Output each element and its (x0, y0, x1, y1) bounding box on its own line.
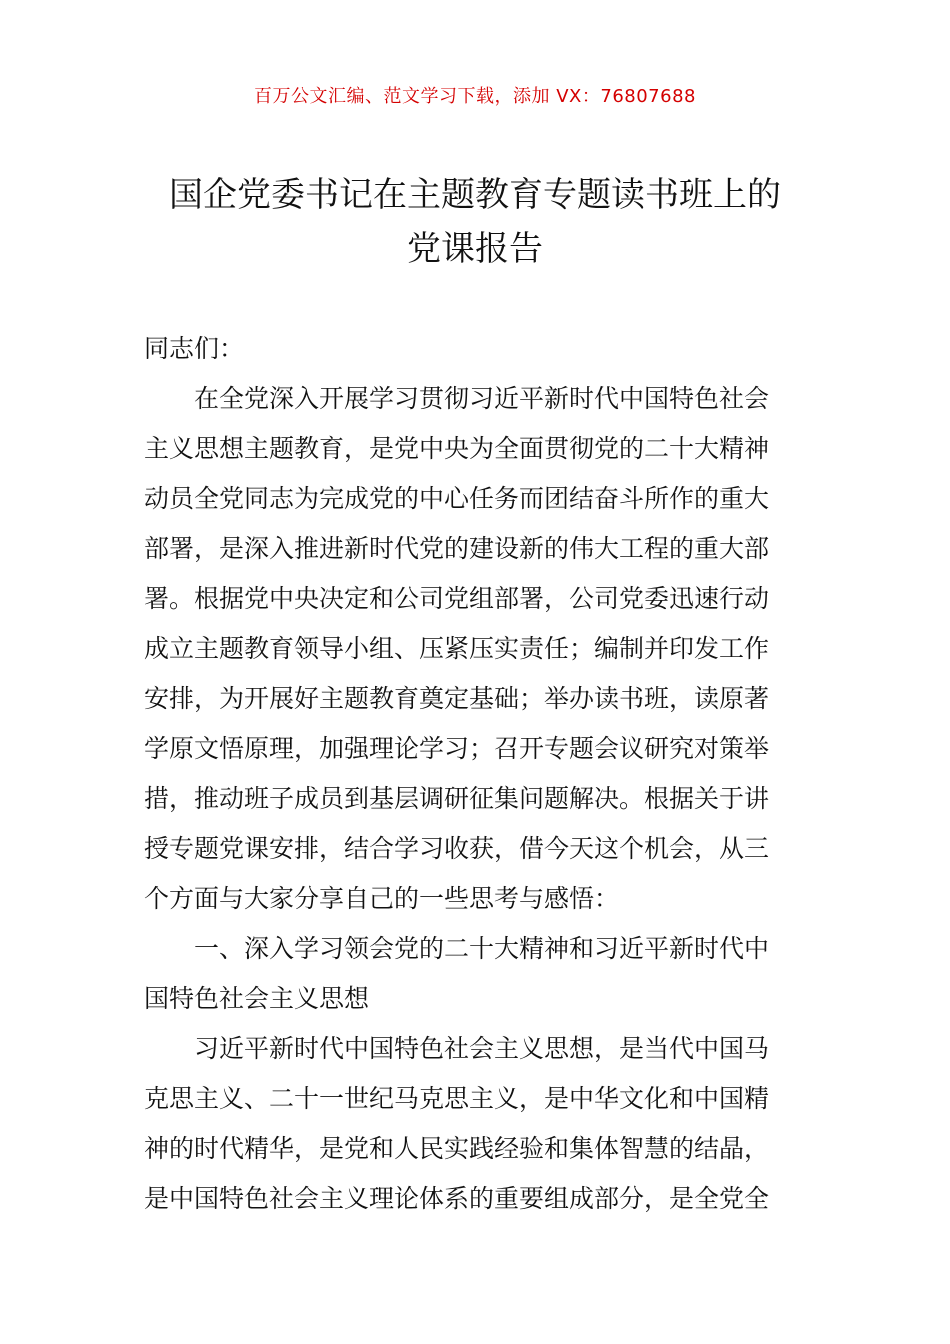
paragraph-1-line-5: 署。根据党中央决定和公司党组部署，公司党委迅速行动 (144, 584, 770, 613)
section-heading-1-line-2: 国特色社会主义思想 (144, 984, 370, 1013)
document-body (144, 324, 810, 1224)
paragraph-1-line-3: 动员全党同志为完成党的中心任务而团结奋斗所作的重大 (144, 484, 770, 513)
paragraph-1-line-10: 授专题党课安排，结合学习收获，借今天这个机会，从三 (144, 834, 770, 863)
paragraph-1-line-7: 安排，为开展好主题教育奠定基础；举办读书班，读原著 (144, 684, 770, 713)
salutation: 同志们： (144, 334, 245, 363)
paragraph-2-line-1: 习近平新时代中国特色社会主义思想，是当代中国马 (194, 1034, 770, 1063)
title-line-2: 党课报告 (407, 229, 543, 269)
paragraph-1-line-1: 在全党深入开展学习贯彻习近平新时代中国特色社会 (194, 384, 770, 413)
paragraph-2-line-2: 克思主义、二十一世纪马克思主义，是中华文化和中国精 (144, 1084, 770, 1113)
paragraph-2-line-4: 是中国特色社会主义理论体系的重要组成部分，是全党全 (144, 1184, 770, 1213)
paragraph-1-line-2: 主义思想主题教育，是党中央为全面贯彻党的二十大精神 (144, 434, 770, 463)
title-line-1: 国企党委书记在主题教育专题读书班上的 (169, 175, 781, 215)
paragraph-1-line-9: 措，推动班子成员到基层调研征集问题解决。根据关于讲 (144, 784, 770, 813)
paragraph-1-line-6: 成立主题教育领导小组、压紧压实责任；编制并印发工作 (144, 634, 770, 663)
paragraph-1-line-11: 个方面与大家分享自己的一些思考与感悟： (144, 884, 620, 913)
paragraph-1-line-4: 部署，是深入推进新时代党的建设新的伟大工程的重大部 (144, 534, 770, 563)
paragraph-1-line-8: 学原文悟原理，加强理论学习；召开专题会议研究对策举 (144, 734, 770, 763)
paragraph-2-line-3: 神的时代精华，是党和人民实践经验和集体智慧的结晶， (144, 1134, 770, 1163)
header-watermark-note: 百万公文汇编、范文学习下载，添加 VX：76807688 (254, 86, 696, 107)
document-title (130, 168, 820, 276)
section-heading-1-line-1: 一、深入学习领会党的二十大精神和习近平新时代中 (194, 934, 770, 963)
